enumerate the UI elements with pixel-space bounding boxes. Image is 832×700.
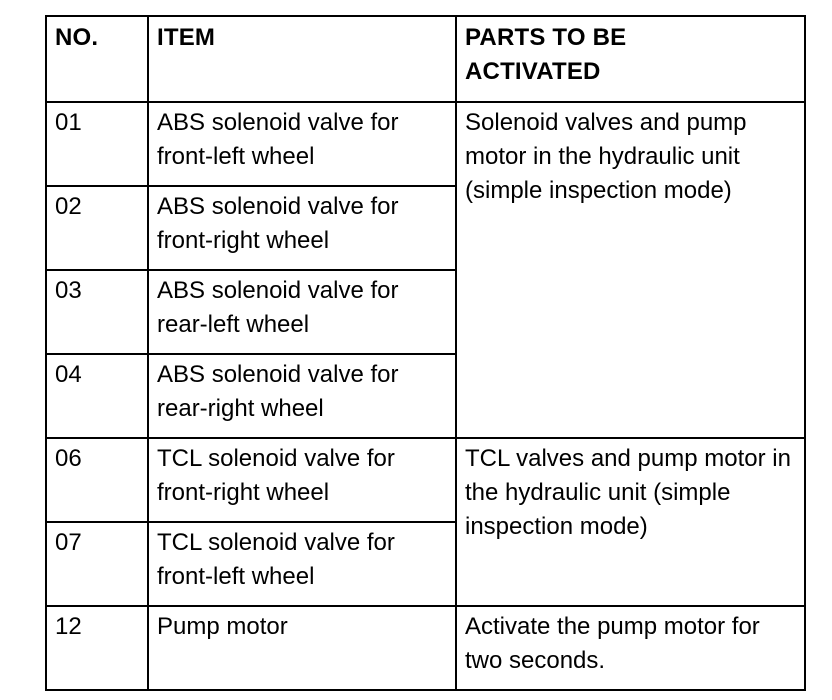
cell-item: Pump motor bbox=[148, 606, 456, 690]
activation-table bbox=[45, 15, 806, 691]
cell-item: TCL solenoid valve for front-right wheel bbox=[148, 438, 456, 522]
cell-item: ABS solenoid valve for rear-left wheel bbox=[148, 270, 456, 354]
cell-parts: TCL valves and pump motor in the hydraulic unit (simple inspection mode) bbox=[456, 438, 805, 606]
cell-item: TCL solenoid valve for front-left wheel bbox=[148, 522, 456, 606]
cell-no: 07 bbox=[46, 522, 148, 606]
table-row bbox=[46, 438, 805, 522]
header-no: NO. bbox=[46, 16, 148, 102]
header-row bbox=[46, 16, 805, 102]
header-parts: PARTS TO BE ACTIVATED bbox=[456, 16, 805, 102]
table-row bbox=[46, 606, 805, 690]
cell-parts: Solenoid valves and pump motor in the hydraulic unit (simple inspection mode) bbox=[456, 102, 805, 438]
cell-no: 12 bbox=[46, 606, 148, 690]
cell-item: ABS solenoid valve for front-left wheel bbox=[148, 102, 456, 186]
cell-no: 02 bbox=[46, 186, 148, 270]
cell-item: ABS solenoid valve for front-right wheel bbox=[148, 186, 456, 270]
header-item: ITEM bbox=[148, 16, 456, 102]
table-row bbox=[46, 102, 805, 186]
cell-parts: Activate the pump motor for two seconds. bbox=[456, 606, 805, 690]
cell-no: 06 bbox=[46, 438, 148, 522]
cell-no: 03 bbox=[46, 270, 148, 354]
cell-no: 01 bbox=[46, 102, 148, 186]
cell-item: ABS solenoid valve for rear-right wheel bbox=[148, 354, 456, 438]
cell-no: 04 bbox=[46, 354, 148, 438]
